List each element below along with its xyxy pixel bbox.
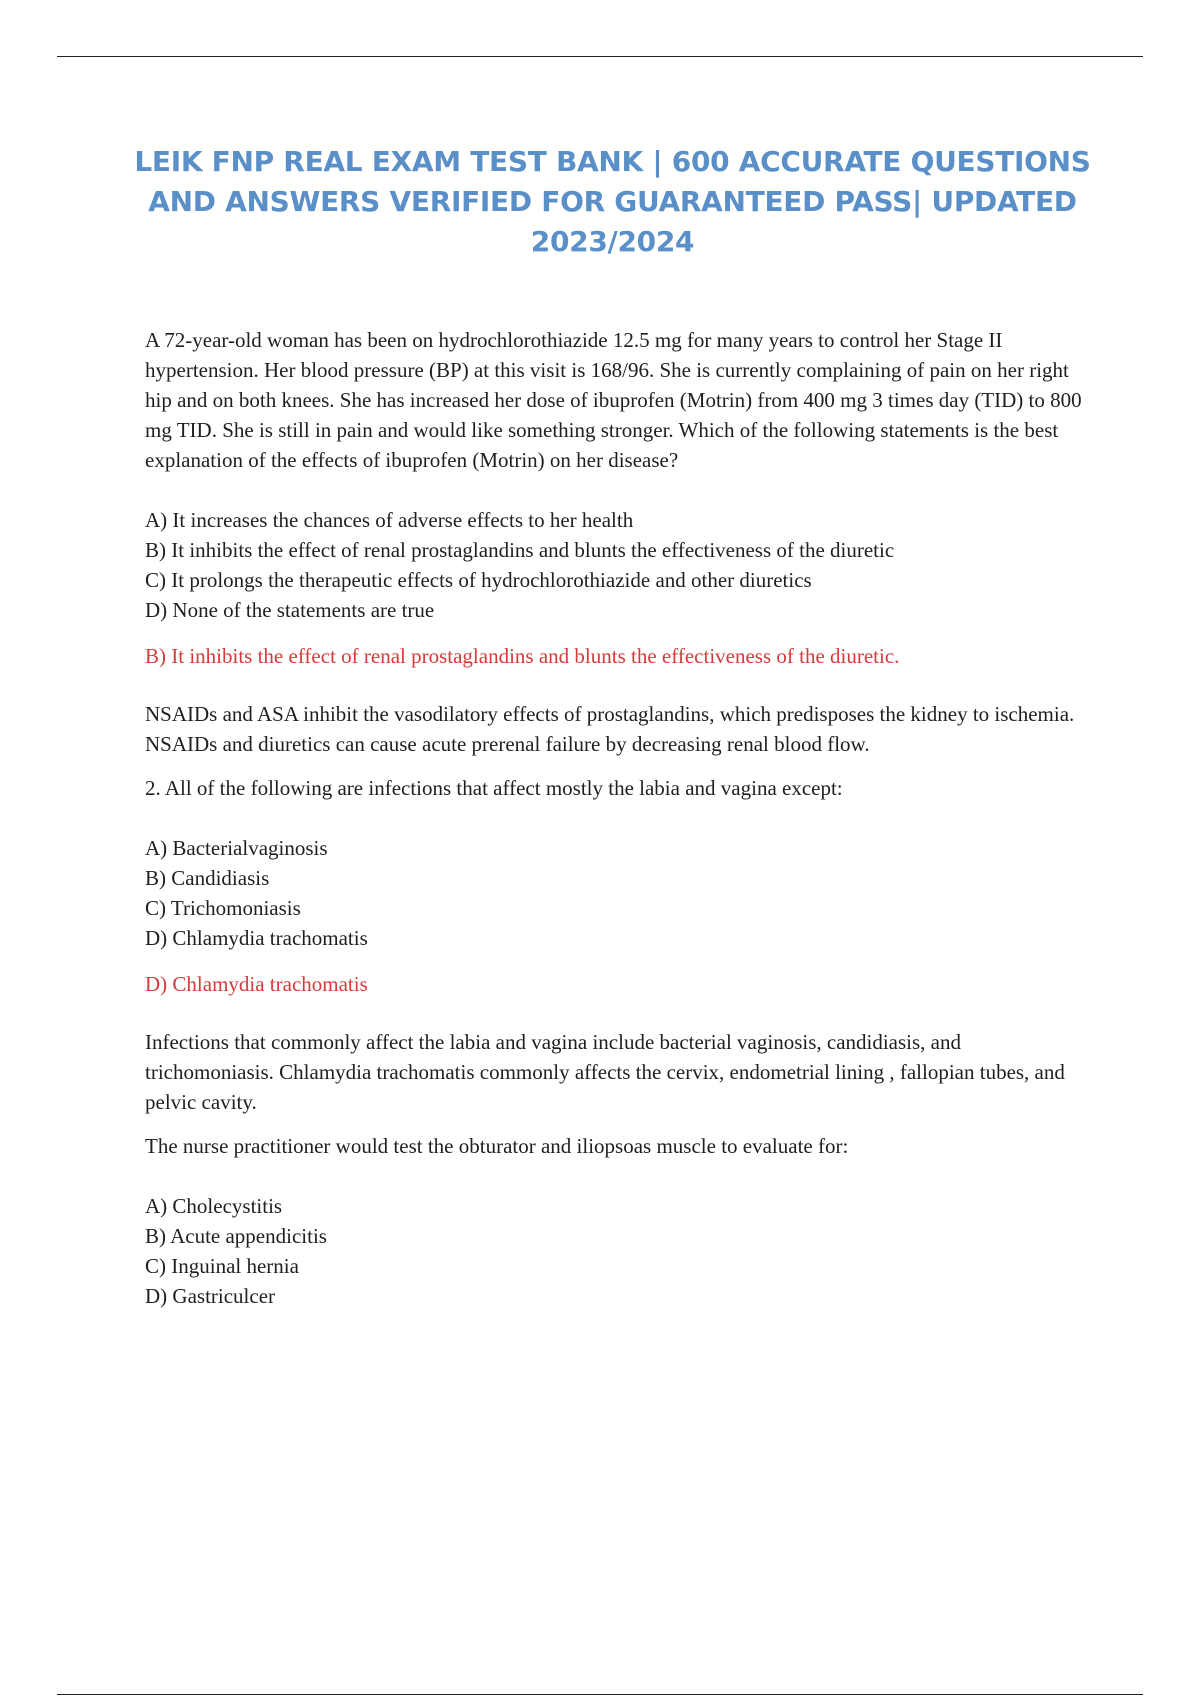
document-body [145,325,1090,1311]
question-1-stem: A 72-year-old woman has been on hydrochlorothiazide 12.5 mg for many years to control her Stage II hypertension. Her blood pressure (BP) at this visit is 168/96. She is currently complaining of pain on her right hip and on both knees. She has increased her dose of ibuprofen (Motrin) from 400 mg 3 times day (TID) to 800 mg TID. She is still in pain and would like something stronger. Which of the following statements is the best explanation of the effects of ibuprofen (Motrin) on her disease? [145,328,1082,472]
question-2-explanation: Infections that commonly affect the labia and vagina include bacterial vaginosis, candidiasis, and trichomoniasis. Chlamydia trachomatis commonly affects the cervix, endometrial lining , fallopian tubes, and pelvic cavity. [145,1030,1065,1114]
question-2-option-a: A) Bacterialvaginosis [145,836,328,860]
question-3-options [145,1191,1090,1311]
question-1-explanation: NSAIDs and ASA inhibit the vasodilatory effects of prostaglandins, which predisposes the kidney to ischemia. NSAIDs and diuretics can cause acute prerenal failure by decreasing renal blood flow. [145,702,1075,756]
question-2-option-d: D) Chlamydia trachomatis [145,926,368,950]
question-1-option-a: A) It increases the chances of adverse effects to her health [145,508,634,532]
bottom-rule [57,1694,1143,1695]
question-1-option-d: D) None of the statements are true [145,598,435,622]
question-1-option-b: B) It inhibits the effect of renal prostaglandins and blunts the effectiveness of the diuretic [145,538,895,562]
top-rule [57,56,1143,57]
question-3-option-d: D) Gastriculcer [145,1284,276,1308]
question-3-stem: The nurse practitioner would test the obturator and iliopsoas muscle to evaluate for: [145,1134,849,1158]
question-3-option-c: C) Inguinal hernia [145,1254,299,1278]
question-2-option-c: C) Trichomoniasis [145,896,301,920]
document-title: LEIK FNP REAL EXAM TEST BANK | 600 ACCURATE QUESTIONS AND ANSWERS VERIFIED FOR GUARANTEED PASS| UPDATED 2023/2024 [134,145,1091,258]
question-3-option-b: B) Acute appendicitis [145,1224,327,1248]
question-2-answer: D) Chlamydia trachomatis [145,972,368,996]
question-2-option-b: B) Candidiasis [145,866,270,890]
question-1-answer: B) It inhibits the effect of renal prostaglandins and blunts the effectiveness of the diuretic. [145,644,900,668]
question-1-option-c: C) It prolongs the therapeutic effects of hydrochlorothiazide and other diuretics [145,568,812,592]
question-3-option-a: A) Cholecystitis [145,1194,283,1218]
question-2-options [145,833,1090,953]
question-1-options [145,505,1090,625]
question-2-stem: 2. All of the following are infections that affect mostly the labia and vagina except: [145,776,843,800]
